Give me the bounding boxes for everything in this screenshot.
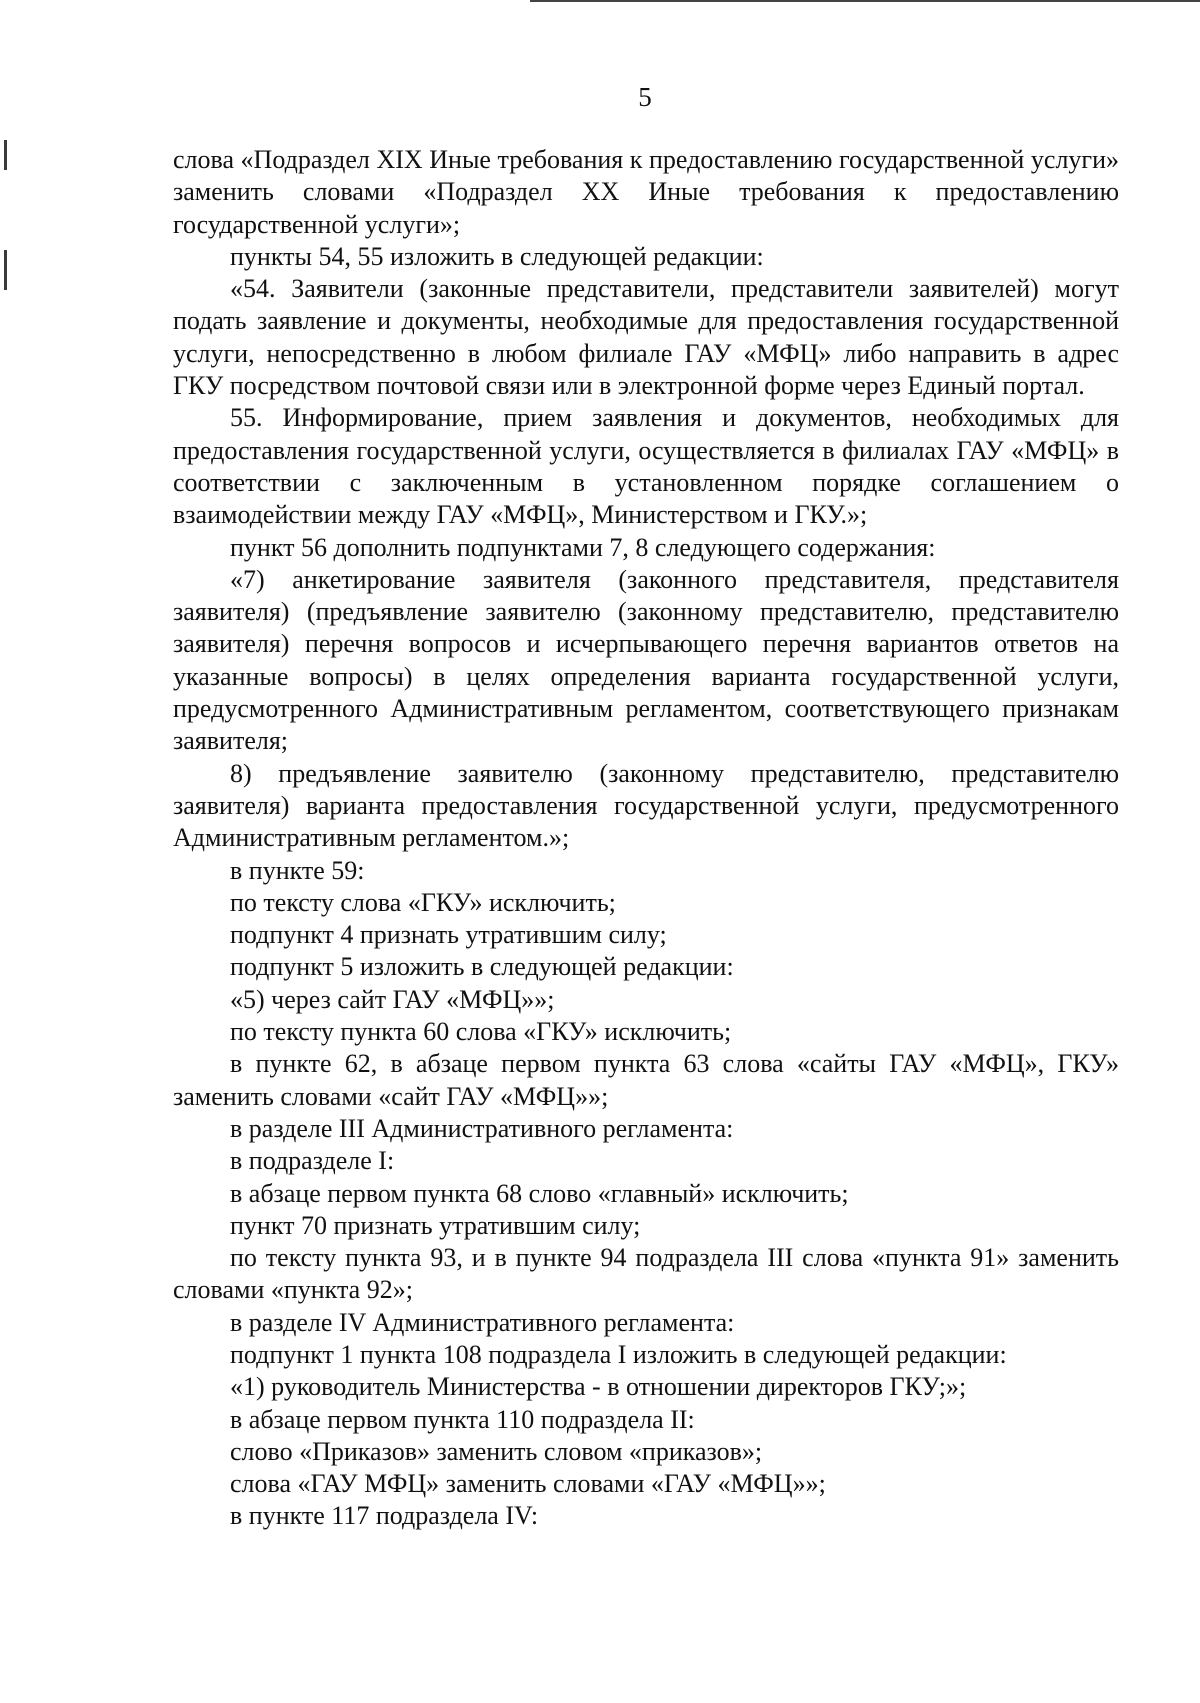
document-paragraph: в абзаце первом пункта 68 слово «главный» исключить; xyxy=(230,1178,849,1208)
document-body xyxy=(173,144,1119,1533)
document-paragraph: «7) анкетирование заявителя (законного представителя, представителя заявителя) (предъявление заявителю (законному представителю, представителю заявителя) перечня вопросов и исчерпывающего перечня вариантов ответов на указанные вопросы) в целях определения варианта государственной услуги, предусмотренного Административным регламентом, соответствующего признакам заявителя; xyxy=(173,564,1119,756)
document-paragraph: в пункте 59: xyxy=(230,855,365,885)
document-paragraph: слово «Приказов» заменить словом «приказов»; xyxy=(230,1436,763,1466)
scan-top-rule xyxy=(530,0,1200,2)
document-paragraph: 8) предъявление заявителю (законному представителю, представителю заявителя) варианта предоставления государственной услуги, предусмотренного Административным регламентом.»; xyxy=(173,758,1119,853)
scan-left-edge-mark xyxy=(4,250,7,290)
document-paragraph: подпункт 1 пункта 108 подраздела I изложить в следующей редакции: xyxy=(230,1339,1007,1369)
document-paragraph: «5) через сайт ГАУ «МФЦ»»; xyxy=(230,984,555,1014)
document-paragraph: в пункте 62, в абзаце первом пункта 63 слова «сайты ГАУ «МФЦ», ГКУ» заменить словами «сайт ГАУ «МФЦ»»; xyxy=(173,1049,1119,1111)
document-paragraph: подпункт 4 признать утратившим силу; xyxy=(230,920,667,950)
document-paragraph: слова «Подраздел XIX Иные требования к предоставлению государственной услуги» заменить словами «Подраздел XX Иные требования к предоставлению государственной услуги»; xyxy=(173,145,1119,239)
document-paragraph: пункт 70 признать утратившим силу; xyxy=(230,1210,641,1240)
document-paragraph: в пункте 117 подраздела IV: xyxy=(230,1501,539,1531)
scan-left-edge-mark xyxy=(4,140,7,170)
document-paragraph: «54. Заявители (законные представители, представители заявителей) могут подать заявление и документы, необходимые для предоставления государственной услуги, непосредственно в любом филиале ГАУ «МФЦ» либо направить в адрес ГКУ посредством почтовой связи или в электронной форме через Единый портал. xyxy=(173,274,1119,401)
document-paragraph: пункт 56 дополнить подпунктами 7, 8 следующего содержания: xyxy=(230,532,936,562)
document-paragraph: в разделе IV Административного регламента: xyxy=(230,1307,735,1337)
document-paragraph: в разделе III Административного регламента: xyxy=(230,1113,734,1143)
document-paragraph: подпункт 5 изложить в следующей редакции: xyxy=(230,952,734,982)
page-number: 5 xyxy=(638,82,652,112)
document-paragraph: 55. Информирование, прием заявления и документов, необходимых для предоставления государственной услуги, осуществляется в филиалах ГАУ «МФЦ» в соответствии с заключенным в установленном порядке соглашением о взаимодействии между ГАУ «МФЦ», Министерством и ГКУ.»; xyxy=(173,403,1119,530)
document-paragraph: по тексту слова «ГКУ» исключить; xyxy=(230,887,616,917)
document-paragraph: в подразделе I: xyxy=(230,1146,395,1176)
document-paragraph: по тексту пункта 93, и в пункте 94 подраздела III слова «пункта 91» заменить словами «пункта 92»; xyxy=(173,1243,1119,1305)
document-paragraph: «1) руководитель Министерства - в отношении директоров ГКУ;»; xyxy=(230,1372,967,1402)
document-paragraph: по тексту пункта 60 слова «ГКУ» исключить; xyxy=(230,1017,732,1047)
document-paragraph: слова «ГАУ МФЦ» заменить словами «ГАУ «МФЦ»»; xyxy=(230,1469,826,1499)
document-paragraph: пункты 54, 55 изложить в следующей редакции: xyxy=(230,241,764,271)
document-paragraph: в абзаце первом пункта 110 подраздела II: xyxy=(230,1404,695,1434)
